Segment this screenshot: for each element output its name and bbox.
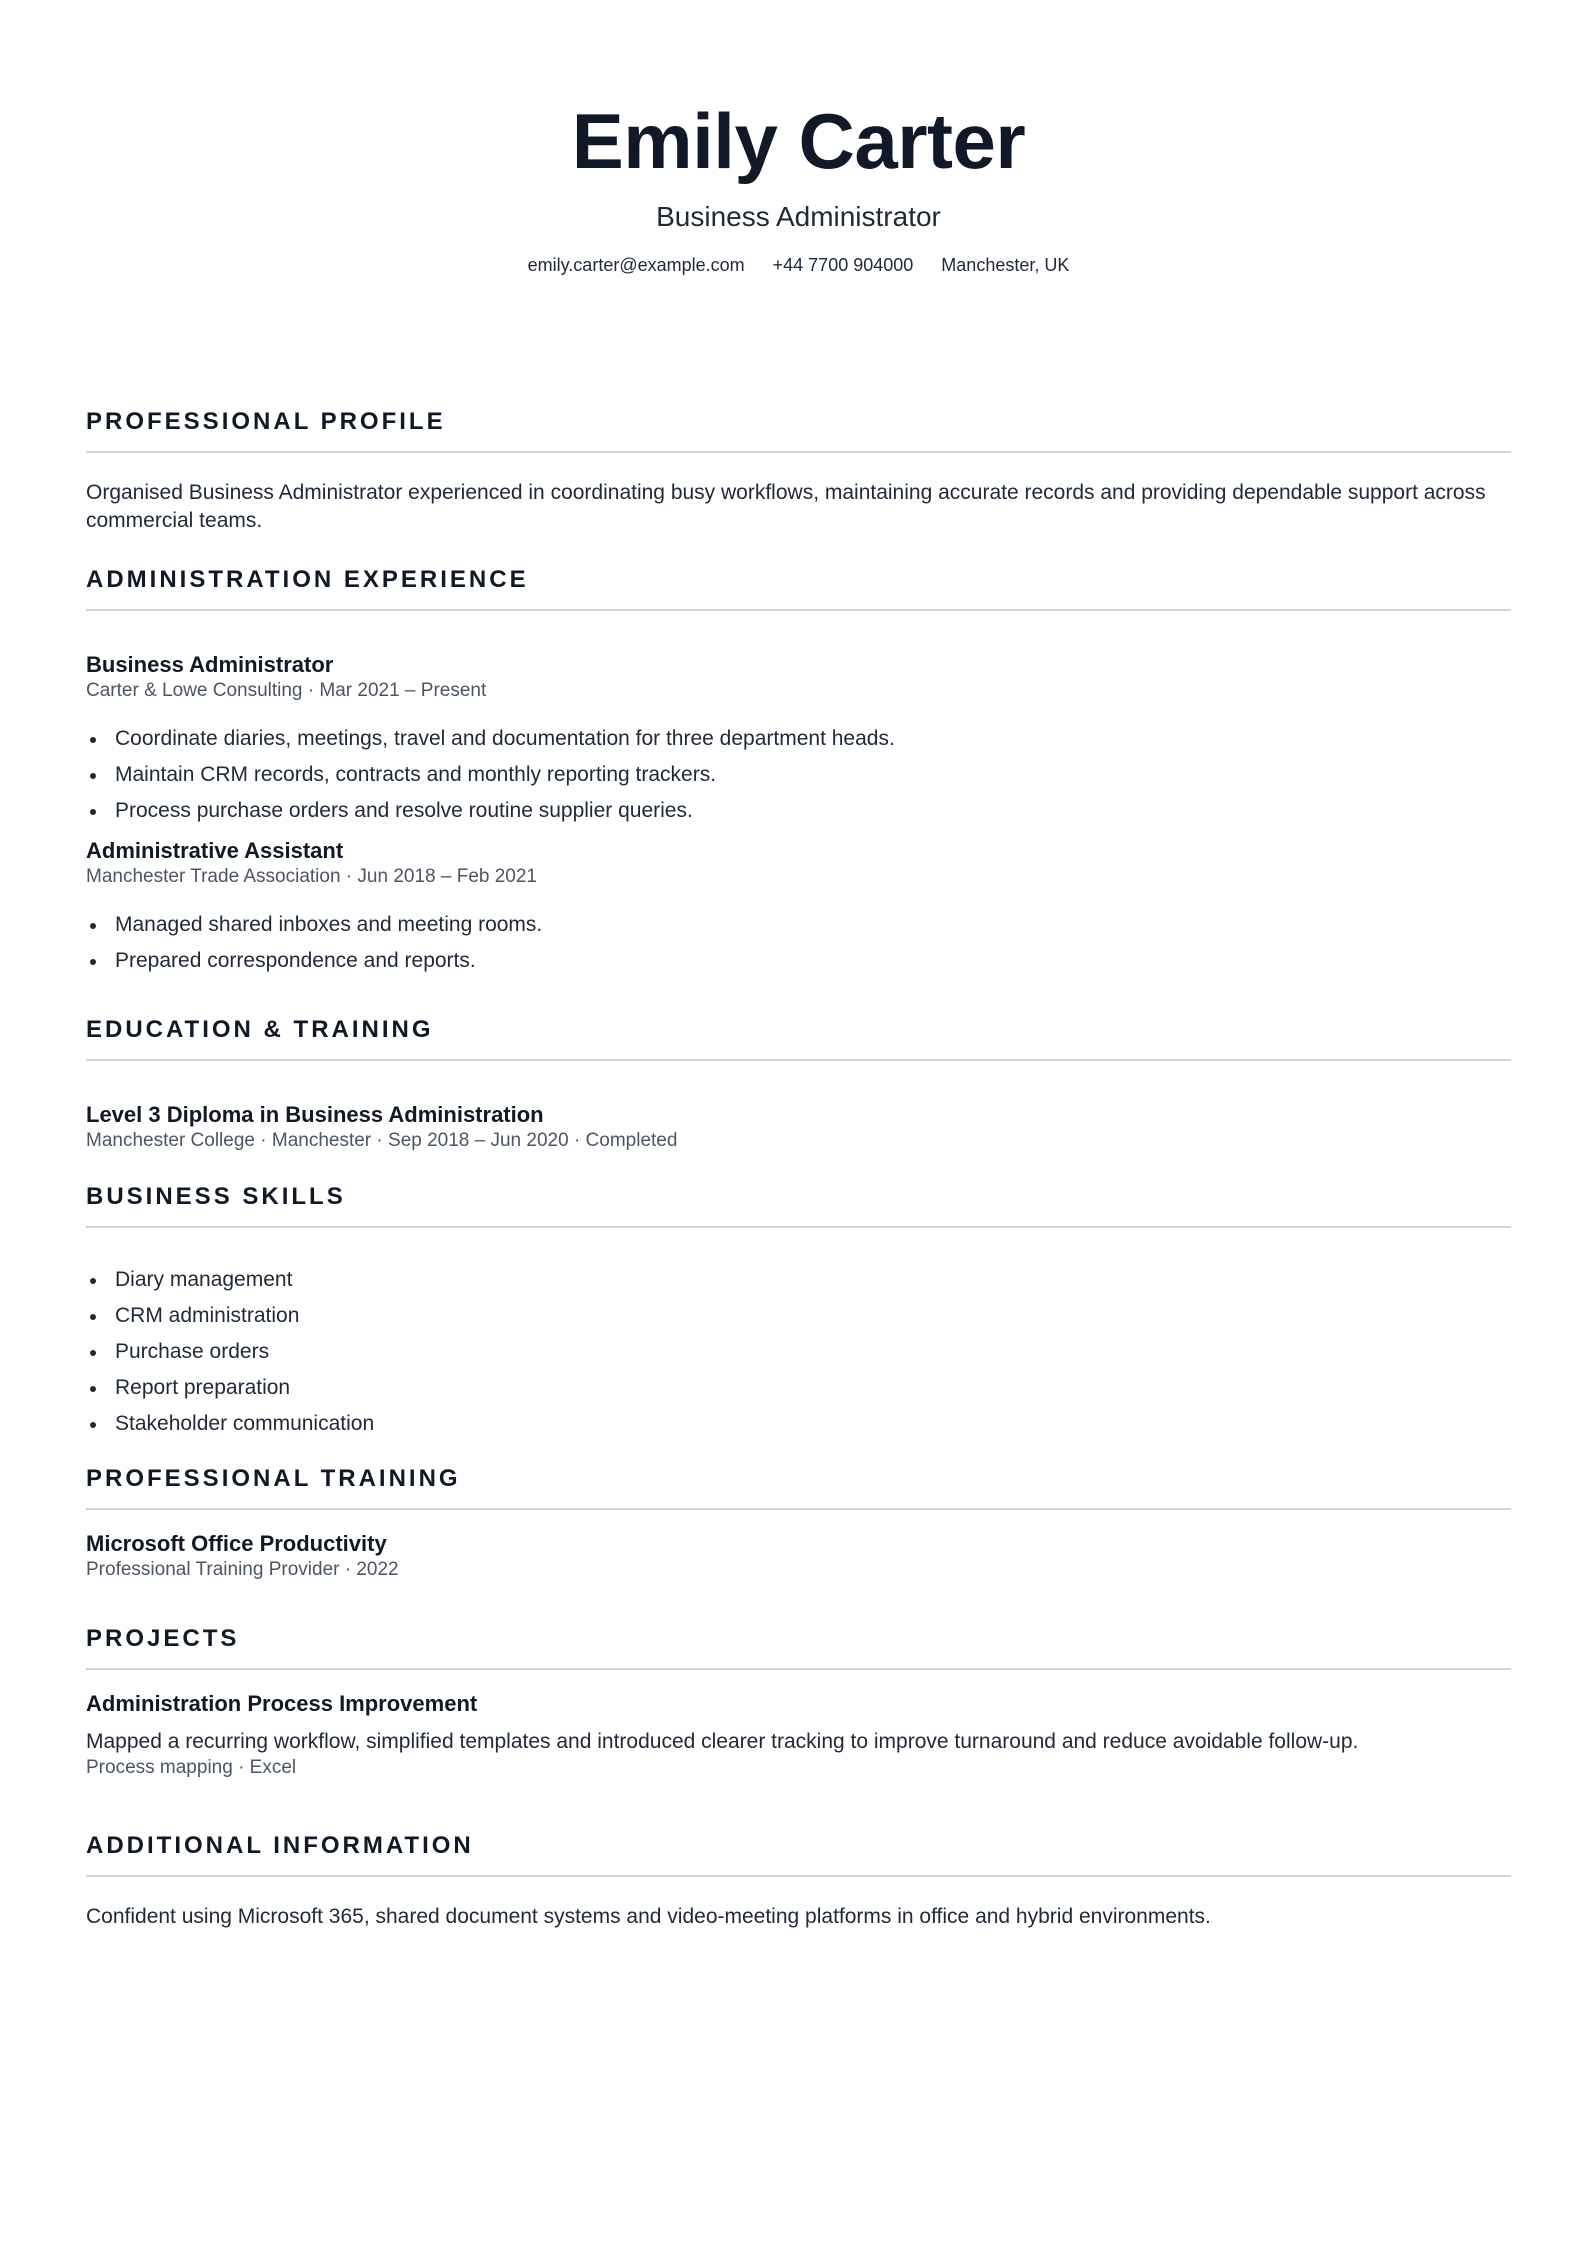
job-entry bbox=[86, 837, 1511, 975]
candidate-name: Emily Carter bbox=[571, 97, 1026, 185]
contact-line bbox=[86, 254, 1511, 276]
education-entry bbox=[86, 1101, 1511, 1153]
project-tools: Process mapping · Excel bbox=[86, 1757, 297, 1778]
list-item: Coordinate diaries, meetings, travel and documentation for three department heads. bbox=[86, 725, 1511, 753]
qualification-meta: Manchester College · Manchester · Sep 2018 – Jun 2020 · Completed bbox=[86, 1130, 678, 1151]
list-item: Process purchase orders and resolve routine supplier queries. bbox=[86, 797, 1511, 825]
candidate-role: Business Administrator bbox=[656, 201, 941, 232]
job-bullets bbox=[86, 911, 1511, 975]
bullet-icon bbox=[90, 923, 96, 929]
bullet-icon bbox=[90, 959, 96, 965]
bullet-icon bbox=[90, 1386, 96, 1392]
job-meta: Carter & Lowe Consulting · Mar 2021 – Present bbox=[86, 680, 487, 701]
job-meta: Manchester Trade Association · Jun 2018 – Feb 2021 bbox=[86, 866, 537, 887]
training-meta: Professional Training Provider · 2022 bbox=[86, 1559, 399, 1580]
contact-location: Manchester, UK bbox=[941, 255, 1070, 275]
training-entry bbox=[86, 1530, 1511, 1582]
list-item: Stakeholder communication bbox=[86, 1410, 1511, 1438]
contact-email[interactable]: emily.carter@example.com bbox=[527, 255, 745, 275]
section-training bbox=[86, 1464, 1511, 1582]
project-entry bbox=[86, 1690, 1511, 1780]
list-item: Maintain CRM records, contracts and monthly reporting trackers. bbox=[86, 761, 1511, 789]
resume-page bbox=[86, 0, 1511, 1928]
bullet-icon bbox=[90, 1314, 96, 1320]
section-profile bbox=[86, 407, 1511, 535]
resume-header bbox=[86, 0, 1511, 276]
section-skills bbox=[86, 1182, 1511, 1446]
contact-phone[interactable]: +44 7700 904000 bbox=[772, 255, 914, 275]
job-entry bbox=[86, 651, 1511, 825]
bullet-icon bbox=[90, 1422, 96, 1428]
section-title-training: PROFESSIONAL TRAINING bbox=[86, 1464, 1511, 1510]
list-item: Diary management bbox=[86, 1266, 1511, 1294]
job-role: Administrative Assistant bbox=[86, 838, 344, 863]
project-description: Mapped a recurring workflow, simplified templates and introduced clearer tracking to improve turnaround and reduce avoidable follow-up. bbox=[86, 1730, 1359, 1753]
list-item: CRM administration bbox=[86, 1302, 1511, 1330]
qualification-name: Level 3 Diploma in Business Administration bbox=[86, 1102, 544, 1127]
section-experience bbox=[86, 565, 1511, 983]
section-additional bbox=[86, 1831, 1511, 1931]
bullet-icon bbox=[90, 773, 96, 779]
bullet-icon bbox=[90, 809, 96, 815]
additional-text: Confident using Microsoft 365, shared document systems and video-meeting platforms in office and hybrid environments. bbox=[86, 1905, 1211, 1928]
section-title-projects: PROJECTS bbox=[86, 1624, 1511, 1670]
project-name: Administration Process Improvement bbox=[86, 1691, 478, 1716]
section-title-profile: PROFESSIONAL PROFILE bbox=[86, 407, 1511, 453]
section-education bbox=[86, 1015, 1511, 1153]
list-item: Purchase orders bbox=[86, 1338, 1511, 1366]
job-bullets bbox=[86, 725, 1511, 825]
list-item: Report preparation bbox=[86, 1374, 1511, 1402]
bullet-icon bbox=[90, 1350, 96, 1356]
section-title-education: EDUCATION & TRAINING bbox=[86, 1015, 1511, 1061]
training-course: Microsoft Office Productivity bbox=[86, 1531, 387, 1556]
section-title-experience: ADMINISTRATION EXPERIENCE bbox=[86, 565, 1511, 611]
bullet-icon bbox=[90, 1278, 96, 1284]
skills-list bbox=[86, 1266, 1511, 1438]
section-title-additional: ADDITIONAL INFORMATION bbox=[86, 1831, 1511, 1877]
section-title-skills: BUSINESS SKILLS bbox=[86, 1182, 1511, 1228]
profile-summary: Organised Business Administrator experienced in coordinating busy workflows, maintaining accurate records and providing dependable support across commercial teams. bbox=[86, 481, 1486, 532]
list-item: Managed shared inboxes and meeting rooms. bbox=[86, 911, 1511, 939]
bullet-icon bbox=[90, 737, 96, 743]
section-projects bbox=[86, 1624, 1511, 1780]
list-item: Prepared correspondence and reports. bbox=[86, 947, 1511, 975]
job-role: Business Administrator bbox=[86, 652, 334, 677]
